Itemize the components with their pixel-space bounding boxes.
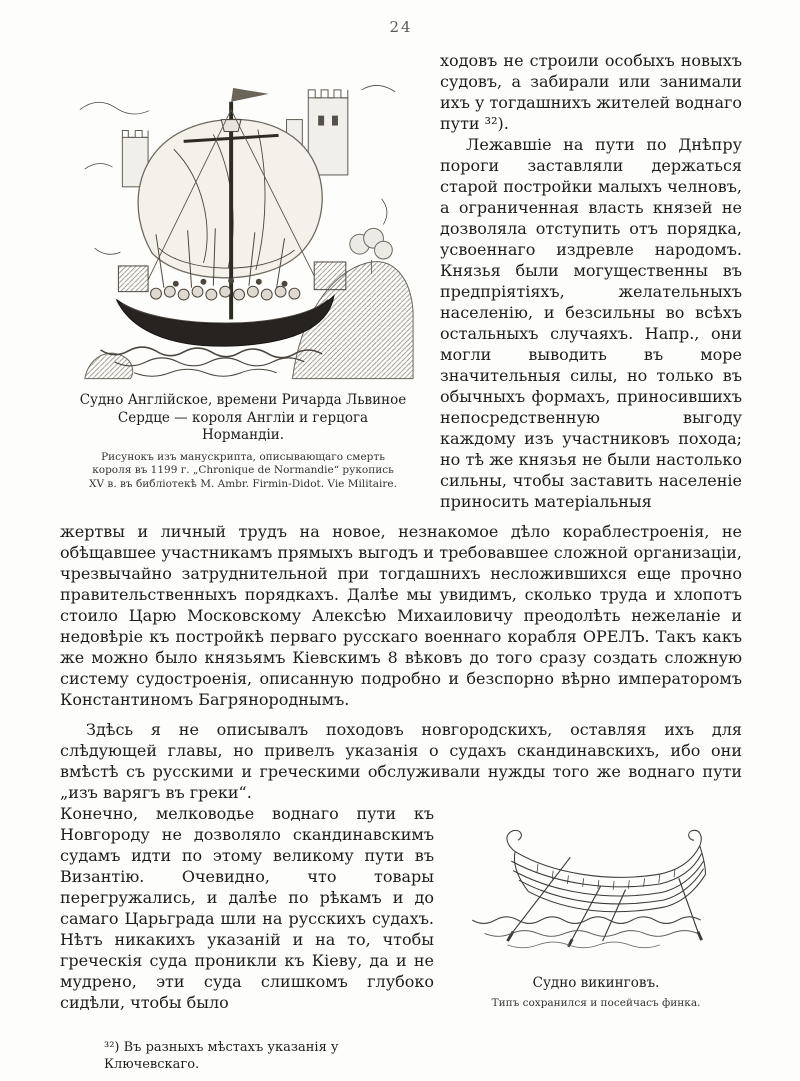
paragraph: Лежавшіе на пути по Днѣпру пороги заставляли держаться старой постройки малыхъ челновъ, а ограниченная власть князей не дозволяла отступить отъ порядка, усвоеннаго издревле народомъ. Князья были могущественны въ предпріятіяхъ, желательныхъ населенію, и безсильны во всѣхъ остальныхъ случаяхъ. Напр., они могли выводить въ море значительныя силы, но только въ обычныхъ формахъ, приносившихъ непосредственную выгоду каждому изъ участниковъ похода; но тѣ же князья не были настолько сильны, чтобы заставить населеніе приносить матеріальныя (440, 135, 742, 511)
figure1-caption: Судно Англійское, времени Ричарда Львиное Сердце — короля Англіи и герцога Нормандіи. (79, 392, 407, 443)
right-text-column (440, 50, 742, 512)
viking-ship-illustration (458, 819, 734, 967)
bottom-section (60, 803, 742, 1073)
paragraph-continuation: Конечно, мелководье воднаго пути къ Новгороду не дозволяло скандинавскимъ судамъ идти по этому великому пути въ Византію. Очевидно, что товары перегружались, и далѣе по рѣкамъ и до самаго Царьграда шли на русскихъ судахъ. Нѣтъ никакихъ указаній и на то, чтобы греческія суда проникли къ Кіеву, да и не мудрено, эти суда слишкомъ глубоко сидѣли, чтобы было (60, 804, 434, 1012)
figure2-caption: Судно викинговъ. (532, 975, 660, 991)
paragraph-continuation: ходовъ не строили особыхъ новыхъ судовъ, а забирали или занимали ихъ у тогдашнихъ жителей воднаго пути ³²). (440, 51, 742, 133)
figure2-subcaption: Типъ сохранился и посейчасъ финка. (491, 996, 701, 1009)
left-text-column (60, 803, 434, 1073)
paragraph-full-width: Здѣсь я не описывалъ походовъ новгородскихъ, оставляя ихъ для слѣдующей главы, но привелъ указанія о судахъ скандинавскихъ, ибо они вмѣстѣ съ русскими и греческими обслуживали нужды того же воднаго пути „изъ варягъ въ греки“. (60, 720, 742, 802)
viking-ship-figure (434, 803, 742, 1073)
page-number: 24 (389, 18, 413, 36)
top-section (60, 50, 742, 512)
medieval-ship-figure (60, 50, 426, 512)
paragraph-full-width: жертвы и личный трудъ на новое, незнакомое дѣло кораблестроенія, не обѣщавшее участникамъ прямыхъ выгодъ и требовавшее сложной организаціи, чрезвычайно затруднительной при тогдашнихъ несложившихся еще прочно правительственныхъ порядкахъ. Далѣе мы увидимъ, сколько труда и хлопотъ стоило Царю Московскому Алексѣю Михаиловичу преодолѣть нежеланіе и недовѣріе къ постройкѣ перваго русскаго военнаго корабля ОРЕЛЪ. Такъ какъ же можно было князьямъ Кіевскимъ 8 вѣковъ до того сразу создать сложную систему судостроенія, описанную подробно и безспорно вѣрно императоромъ Константиномъ Багрянороднымъ. (60, 522, 742, 709)
medieval-ship-engraving-illustration (65, 50, 421, 382)
footnote: ³²) Въ разныхъ мѣстахъ указанія у Ключевскаго. (104, 1040, 339, 1072)
figure1-subcaption: Рисунокъ изъ манускрипта, описывающаго смерть короля въ 1199 г. „Chronique de Normandie“ рукопись XV в. въ библіотекѣ M. Ambr. Firmin-Didot. Vie Militaire. (89, 450, 397, 490)
